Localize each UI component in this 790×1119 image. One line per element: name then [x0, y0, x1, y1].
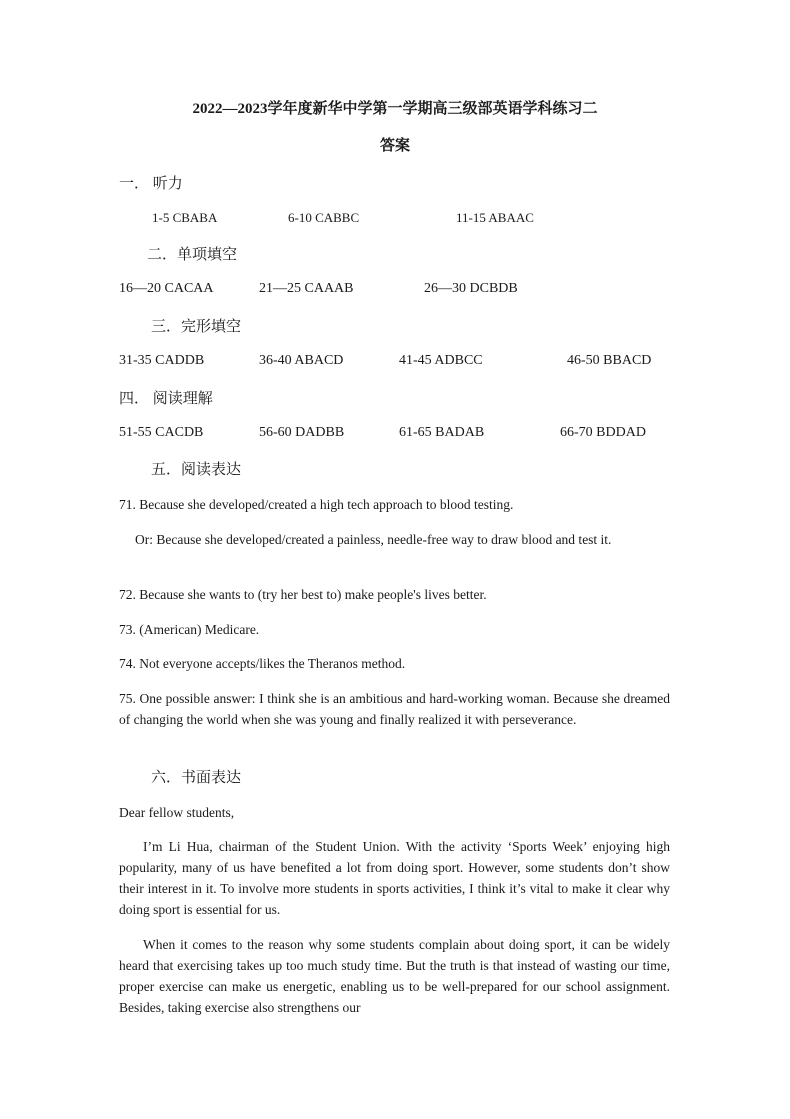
letter-paragraph-1: I’m Li Hua, chairman of the Student Union. With the activity ‘Sports Week’ enjoying high popularity, many of us have benefited a lot from doing sport. However, some students don’t show their interest in it. To involve more students in sports activities, I think it’s vital to make it clear why doing sport is essential for us. [119, 839, 670, 917]
answer-72: 72. Because she wants to (try her best to) make people's lives better. [119, 587, 487, 602]
answer-group: 26—30 DCBDB [424, 281, 518, 296]
answer-group: 66-70 BDDAD [560, 425, 646, 440]
section-3-heading: 三．完形填空 [151, 319, 242, 335]
section-6-heading: 六．书面表达 [151, 770, 242, 786]
answer-group: 61-65 BADAB [399, 425, 485, 440]
section-4-heading: 四． 阅读理解 [119, 391, 213, 407]
section-2-heading: 二．单项填空 [147, 247, 238, 263]
page-title: 2022—2023学年度新华中学第一学期高三级部英语学科练习二 [192, 101, 598, 117]
page-subtitle: 答案 [379, 138, 410, 154]
answer-74: 74. Not everyone accepts/likes the Theranos method. [119, 656, 406, 671]
letter-salutation: Dear fellow students, [119, 805, 235, 820]
answer-75: 75. One possible answer: I think she is an ambitious and hard-working woman. Because she dreamed of changing the world when she was young and finally realized it with perseverance. [119, 691, 670, 727]
section-1-heading: 一． 听力 [119, 176, 183, 192]
answer-73: 73. (American) Medicare. [119, 622, 260, 637]
answer-group: 56-60 DADBB [259, 425, 345, 440]
answer-group: 21—25 CAAAB [259, 281, 354, 296]
answer-group: 36-40 ABACD [259, 353, 344, 368]
answer-group: 1-5 CBABA [152, 210, 218, 225]
answer-group: 41-45 ADBCC [399, 353, 483, 368]
letter-paragraph-2: When it comes to the reason why some students complain about doing sport, it can be widely heard that exercising takes up too much study time. But the truth is that instead of wasting our time, proper exercise can make us energetic, enabling us to be well-prepared for our school assignment. Besides, taking exercise also strengthens our [119, 937, 670, 1015]
answer-group: 31-35 CADDB [119, 353, 205, 368]
answer-71-alternative: Or: Because she developed/created a painless, needle-free way to draw blood and test it. [135, 532, 612, 547]
answer-group: 11-15 ABAAC [456, 210, 534, 225]
section-5-heading: 五．阅读表达 [151, 462, 242, 478]
answer-group: 6-10 CABBC [288, 210, 360, 225]
answer-71: 71. Because she developed/created a high tech approach to blood testing. [119, 497, 514, 512]
answer-group: 46-50 BBACD [567, 353, 652, 368]
answer-group: 51-55 CACDB [119, 425, 204, 440]
answer-group: 16—20 CACAA [119, 281, 214, 296]
